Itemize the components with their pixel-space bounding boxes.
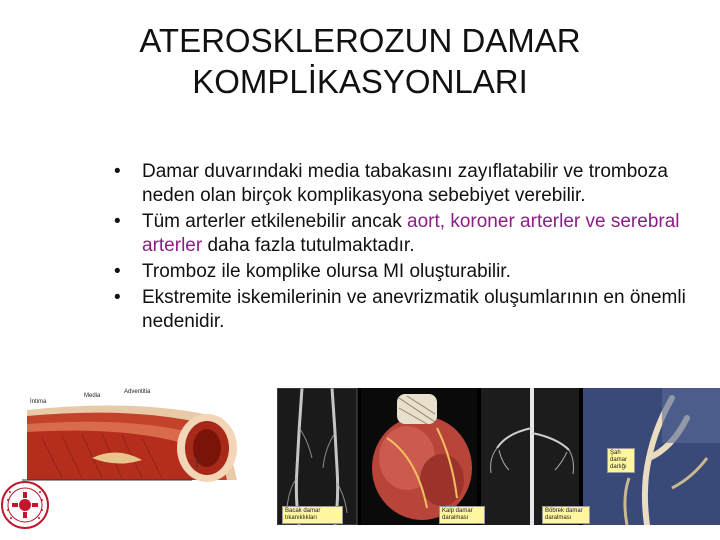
bullet-text: Tromboz ile komplike olursa MI oluşturabilir. [142,261,511,282]
intima-label: İntima [30,399,47,405]
slide-title [60,20,660,102]
media-label: Media [84,393,101,399]
bullet-dot-icon: • [114,261,121,282]
bullet-text: Tüm arterler etkilenebilir ancak [142,211,408,232]
bullet-text: Damar duvarındaki media tabakasını zayıflatabilir ve tromboza neden olan birçok komplikasyona sebebiyet verebilir. [142,161,668,206]
bullet-dot-icon: • [114,161,121,182]
bullet-item [112,286,712,334]
bullet-list [112,160,712,336]
bullet-item [112,160,712,208]
title-line-2: KOMPLİKASYONLARI [192,63,528,100]
artery-cross-section-diagram [22,388,242,484]
title-line-1: ATEROSKLEROZUN DAMAR [139,22,581,59]
leg-artery-label: Bacak damar tıkanıklıkları [282,506,343,524]
bullet-item [112,210,712,258]
bullet-item [112,260,712,284]
carotid-artery-label: Şah damar darlığı [607,448,635,473]
bullet-dot-icon: • [114,211,121,232]
kidney-artery-label: Böbrek damar daralması [542,506,590,524]
bullet-text: daha fazla tutulmaktadır. [202,235,415,256]
highlighted-text: aort, koroner arterler ve serebral arterler [142,211,680,256]
adventitia-label: Adventitia [124,389,151,395]
angiography-image-strip [277,388,720,525]
heart-artery-label: Kalp damar daralması [439,506,485,524]
university-logo [0,470,50,540]
bullet-text: Ekstremite iskemilerinin ve anevrizmatik oluşumlarının en önemli nedenidir. [142,287,686,332]
bullet-dot-icon: • [114,287,121,308]
